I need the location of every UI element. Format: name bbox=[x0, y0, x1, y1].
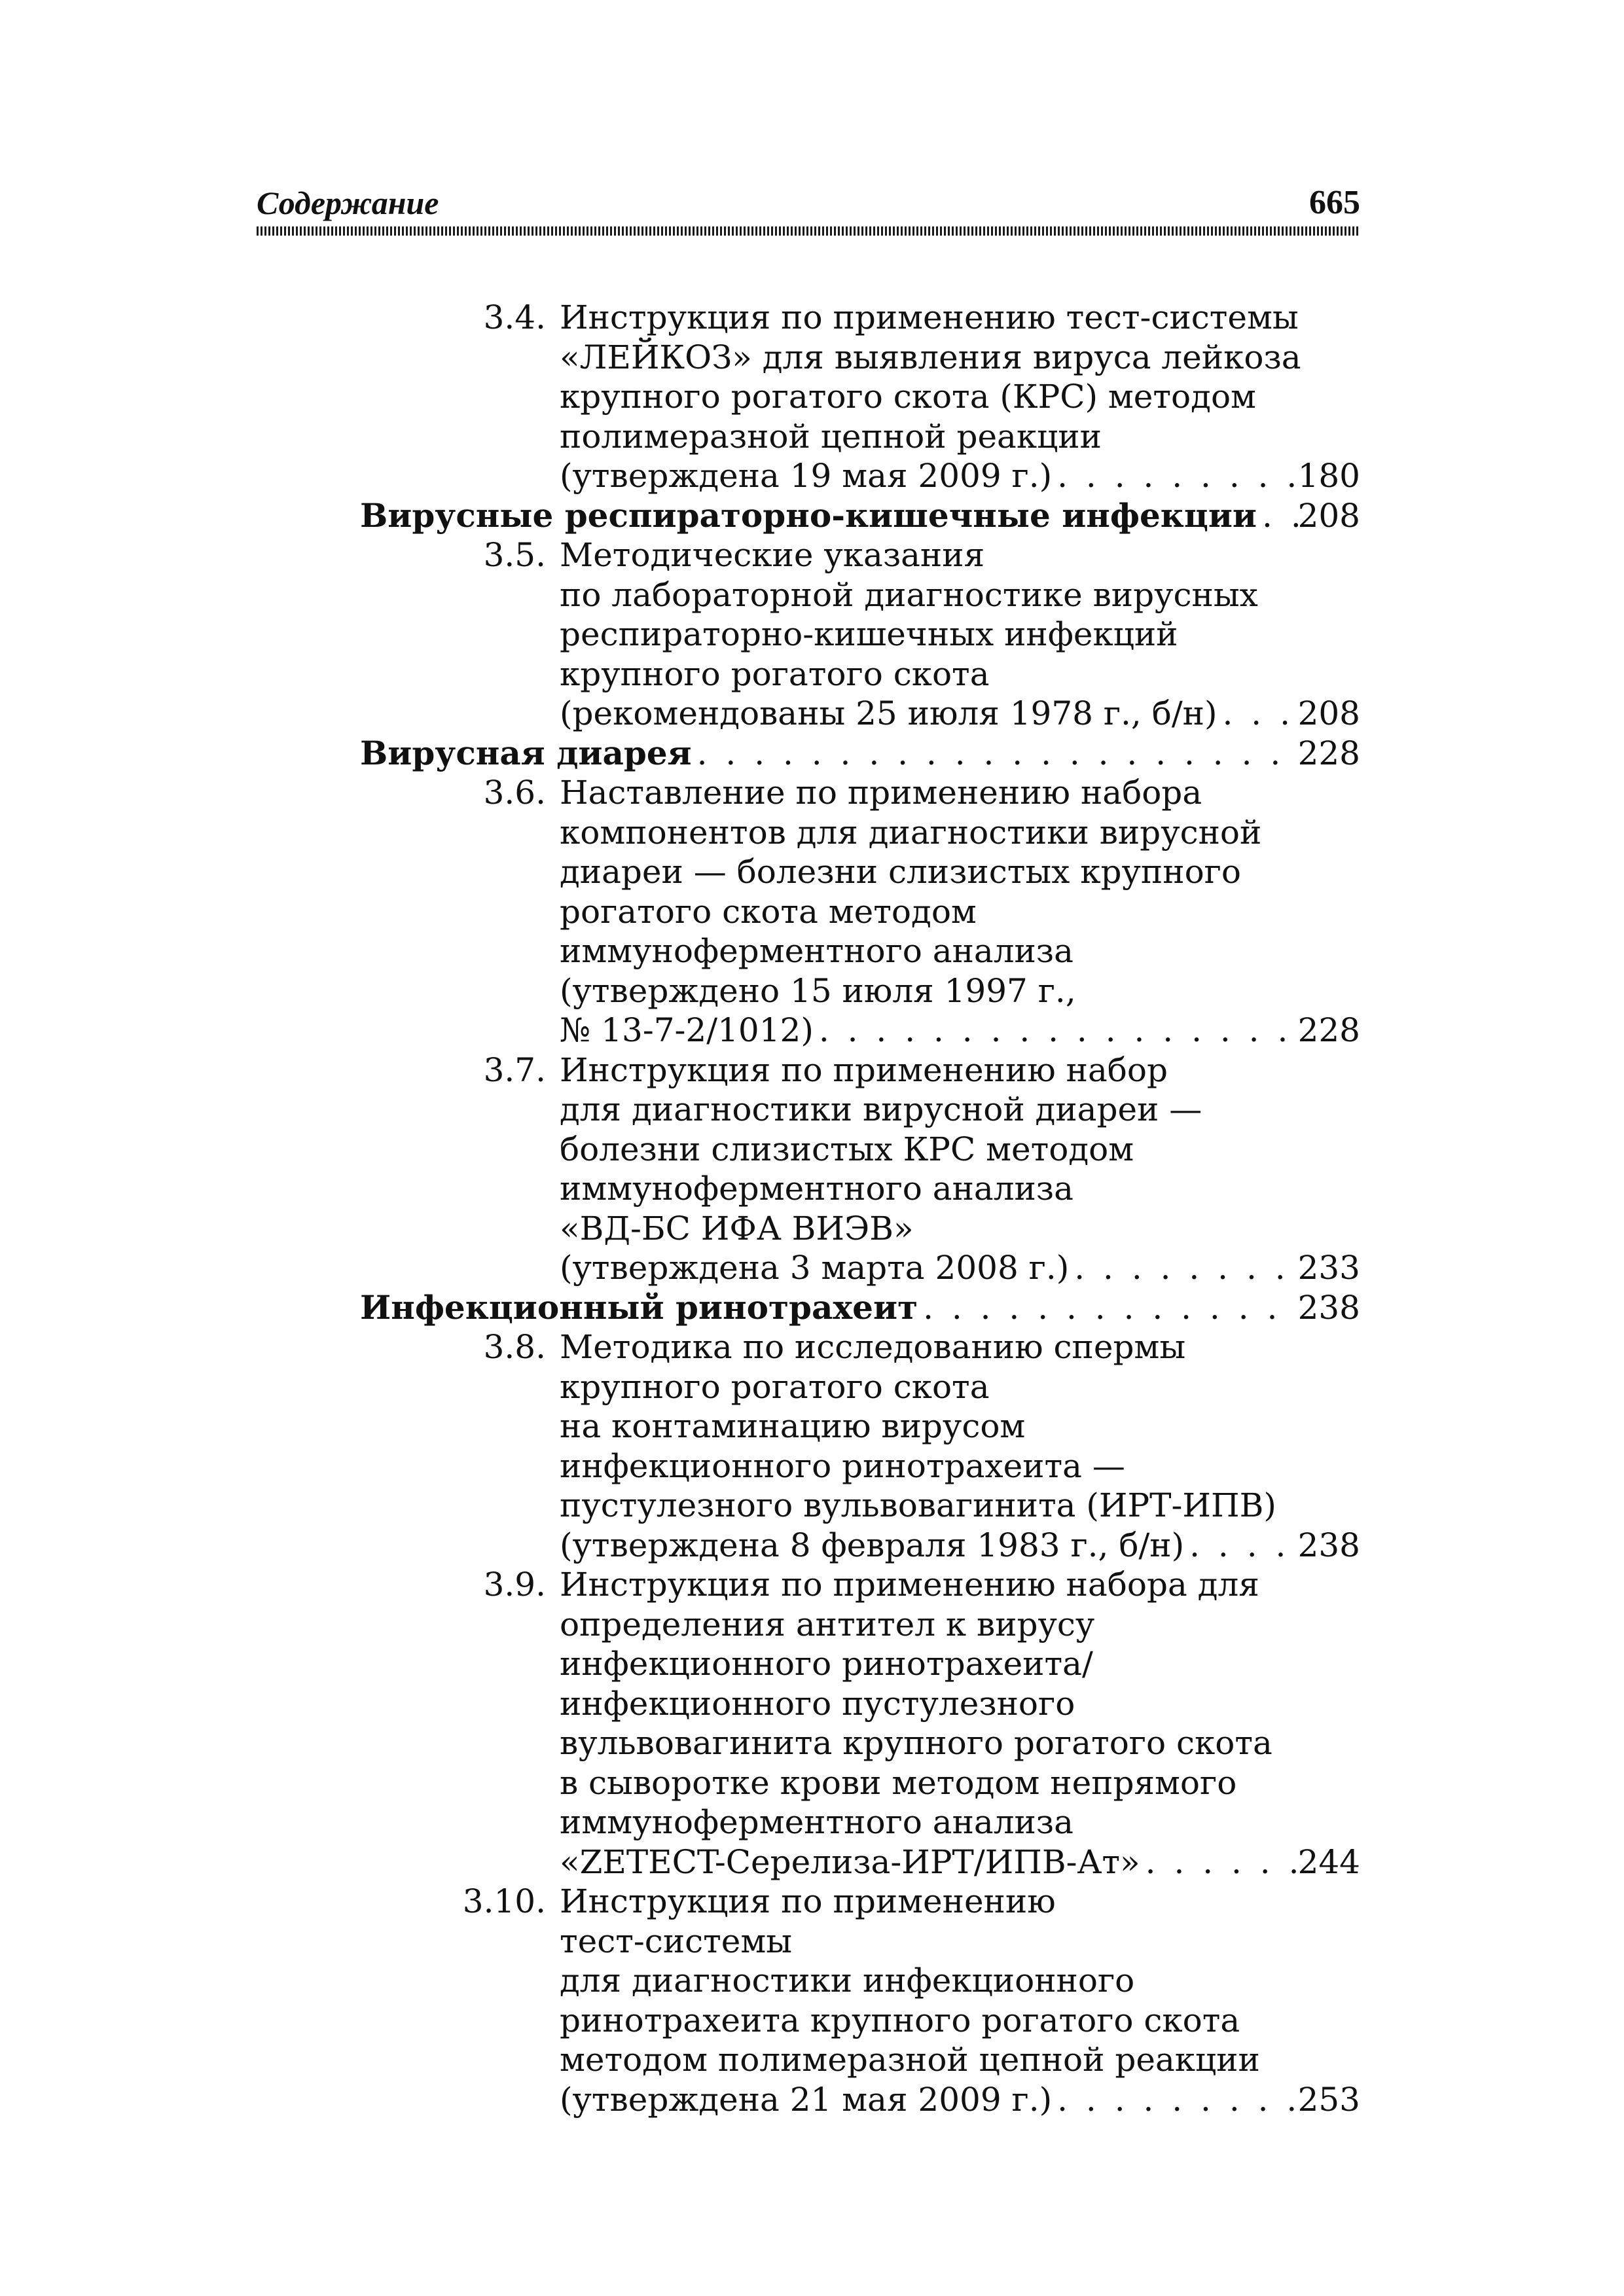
toc-line-text: болезни слизистых КРС методом bbox=[560, 1130, 1134, 1168]
toc-entry-title-line bbox=[560, 1565, 1259, 1604]
dot-leader bbox=[1069, 1248, 1297, 1287]
toc-line-text: диареи — болезни слизистых крупного bbox=[560, 853, 1241, 891]
toc-page-number: 180 bbox=[1297, 457, 1360, 495]
toc-entry-title-line bbox=[560, 377, 1256, 416]
dot-leader bbox=[1052, 456, 1297, 495]
toc-line-text: (утверждена 21 мая 2009 г.) bbox=[560, 2080, 1053, 2119]
dot-leader bbox=[1140, 1842, 1298, 1882]
running-head bbox=[257, 183, 1360, 229]
toc-line-text: «ВД-БС ИФА ВИЭВ» bbox=[560, 1209, 914, 1247]
toc-line-text: (утверждена 3 марта 2008 г.) bbox=[560, 1249, 1070, 1287]
toc-page-number: 228 bbox=[1297, 1011, 1360, 1049]
toc-line-text: крупного рогатого скота bbox=[560, 655, 990, 693]
toc-line-text: № 13-7-2/1012) bbox=[560, 1011, 814, 1049]
dot-leader bbox=[1184, 1526, 1297, 1565]
toc-entry-last-line bbox=[560, 1011, 1360, 1050]
toc-line-text: методом полимеразной цепной реакции bbox=[560, 2041, 1260, 2079]
toc-entry-title-line bbox=[560, 615, 1178, 654]
toc-entry-last-line bbox=[560, 2080, 1360, 2119]
toc-entry-title-line bbox=[560, 1961, 1134, 2000]
toc-line-text: крупного рогатого скота bbox=[560, 1367, 990, 1406]
toc-line-text: инфекционного ринотрахеита — bbox=[560, 1446, 1125, 1485]
toc-entry-title-line bbox=[560, 931, 1074, 971]
toc-entry-last-line bbox=[560, 1248, 1360, 1287]
toc-line-text: иммуноферментного анализа bbox=[560, 1803, 1074, 1841]
toc-page-number: 208 bbox=[1297, 496, 1360, 535]
page-number: 665 bbox=[1309, 184, 1360, 221]
toc-entry-number: 3.10. bbox=[462, 1882, 546, 1920]
toc-line-text: ринотрахеита крупного рогатого скота bbox=[560, 2001, 1240, 2039]
toc-line-text: на контаминацию вирусом bbox=[560, 1407, 1026, 1445]
toc-line-text: Инфекционный ринотрахеит bbox=[360, 1287, 918, 1327]
toc-entry-title-line bbox=[560, 575, 1258, 615]
toc-entry-number: 3.8. bbox=[483, 1328, 546, 1366]
toc-entry-title-line bbox=[560, 1327, 1185, 1367]
toc-entry-number: 3.6. bbox=[483, 774, 546, 812]
toc-line-text: «ZETECT-Серелиза-ИРТ/ИПВ-Ат» bbox=[560, 1842, 1140, 1881]
toc-line-text: (утверждено 15 июля 1997 г., bbox=[560, 971, 1076, 1010]
toc-page-number: 253 bbox=[1297, 2080, 1360, 2119]
toc-page-number: 233 bbox=[1297, 1249, 1360, 1287]
toc-entry-number: 3.4. bbox=[483, 298, 546, 336]
toc-entry-title-line bbox=[560, 1407, 1025, 1446]
toc-entry-title-line bbox=[560, 2001, 1240, 2040]
toc-entry-title-line bbox=[560, 971, 1076, 1011]
toc-line-text: (утверждена 19 мая 2009 г.) bbox=[560, 457, 1053, 495]
toc-entry-number: 3.7. bbox=[483, 1050, 546, 1089]
toc-line-text: «ЛЕЙКОЗ» для выявления вируса лейкоза bbox=[560, 338, 1301, 376]
toc-line-text: инфекционного пустулезного bbox=[560, 1684, 1075, 1723]
toc-entry-title-line bbox=[560, 298, 1299, 337]
toc-entry-title-line bbox=[560, 417, 1102, 456]
toc-line-text: полимеразной цепной реакции bbox=[560, 417, 1102, 456]
toc-line-text: Инструкция по применению набора для bbox=[560, 1566, 1259, 1604]
toc-line-text: Инструкция по применению тест-системы bbox=[560, 298, 1299, 336]
toc-line-text: Вирусная диарея bbox=[360, 733, 692, 772]
toc-line-text: (рекомендованы 25 июля 1978 г., б/н) bbox=[560, 694, 1218, 732]
dot-leader bbox=[1218, 694, 1298, 733]
toc-section-row bbox=[360, 734, 1360, 773]
toc-entry-title-line bbox=[560, 1050, 1168, 1090]
toc-entry-title-line bbox=[560, 1486, 1276, 1525]
toc-page-number: 238 bbox=[1297, 1526, 1360, 1564]
toc-entry-title-line bbox=[560, 1209, 914, 1248]
toc-entry-title-line bbox=[560, 1763, 1236, 1803]
toc-line-text: в сыворотке крови методом непрямого bbox=[560, 1763, 1237, 1802]
toc-entry-title-line bbox=[560, 1644, 1093, 1683]
toc-page-number: 228 bbox=[1297, 734, 1360, 772]
toc-line-text: по лабораторной диагностике вирусных bbox=[560, 575, 1258, 614]
toc-line-text: Вирусные респираторно-кишечные инфекции bbox=[360, 495, 1257, 535]
toc-line-text: для диагностики вирусной диареи — bbox=[560, 1090, 1202, 1128]
toc-entry-title-line bbox=[560, 1169, 1074, 1208]
toc-line-text: крупного рогатого скота (КРС) методом bbox=[560, 378, 1256, 416]
toc-line-text: иммуноферментного анализа bbox=[560, 932, 1074, 970]
toc-page-number: 244 bbox=[1297, 1842, 1360, 1881]
toc-line-text: респираторно-кишечных инфекций bbox=[560, 615, 1178, 653]
toc-entry-title-line bbox=[560, 535, 984, 575]
toc-line-text: иммуноферментного анализа bbox=[560, 1170, 1074, 1208]
toc-entry-title-line bbox=[560, 1090, 1202, 1129]
toc-entry-last-line bbox=[560, 456, 1360, 495]
toc-line-text: Инструкция по применению набор bbox=[560, 1050, 1168, 1089]
toc-entry-title-line bbox=[560, 1130, 1134, 1169]
toc-line-text: тест-системы bbox=[560, 1922, 793, 1960]
toc-line-text: пустулезного вульвовагинита (ИРТ-ИПВ) bbox=[560, 1486, 1276, 1524]
toc-line-text: Методические указания bbox=[560, 536, 985, 574]
toc-section-row bbox=[360, 1288, 1360, 1327]
toc-page-number: 208 bbox=[1297, 694, 1360, 732]
toc-entry-title-line bbox=[560, 1723, 1272, 1763]
toc-entry-title-line bbox=[560, 655, 990, 694]
toc-entry-title-line bbox=[560, 852, 1241, 891]
dot-leader bbox=[1257, 496, 1298, 535]
toc-entry-title-line bbox=[560, 338, 1301, 377]
dot-leader bbox=[918, 1288, 1298, 1327]
toc-entry-title-line bbox=[560, 1803, 1074, 1842]
toc-entry-title-line bbox=[560, 1922, 792, 1961]
toc-entry-number: 3.9. bbox=[483, 1566, 546, 1604]
toc-page-number: 238 bbox=[1297, 1288, 1360, 1327]
toc-line-text: компонентов для диагностики вирусной bbox=[560, 813, 1262, 852]
toc-line-text: инфекционного ринотрахеита/ bbox=[560, 1645, 1093, 1683]
toc-entry-title-line bbox=[560, 1367, 990, 1407]
toc-line-text: для диагностики инфекционного bbox=[560, 1962, 1135, 2000]
header-rule bbox=[257, 226, 1360, 236]
toc-entry-title-line bbox=[560, 1882, 1056, 1921]
toc-entry-title-line bbox=[560, 2040, 1260, 2079]
toc-entry-title-line bbox=[560, 773, 1202, 812]
running-title: Содержание bbox=[257, 185, 439, 221]
toc-line-text: рогатого скота методом bbox=[560, 892, 977, 931]
toc-line-text: вульвовагинита крупного рогатого скота bbox=[560, 1724, 1272, 1762]
toc-entry-title-line bbox=[560, 813, 1261, 852]
toc-entry-last-line bbox=[560, 1526, 1360, 1565]
toc-entry-title-line bbox=[560, 1605, 1094, 1644]
toc-line-text: Инструкция по применению bbox=[560, 1882, 1056, 1920]
toc-entry-title-line bbox=[560, 1446, 1125, 1486]
dot-leader bbox=[692, 734, 1298, 773]
toc-line-text: определения антител к вирусу bbox=[560, 1605, 1095, 1643]
toc-entry-title-line bbox=[560, 1684, 1075, 1723]
toc-entry-last-line bbox=[560, 1842, 1360, 1882]
toc-line-text: Методика по исследованию спермы bbox=[560, 1328, 1186, 1366]
dot-leader bbox=[1052, 2080, 1297, 2119]
toc-line-text: Наставление по применению набора bbox=[560, 774, 1202, 812]
toc-section-row bbox=[360, 496, 1360, 535]
toc-entry-title-line bbox=[560, 892, 977, 931]
dot-leader bbox=[814, 1011, 1298, 1050]
toc-entry-last-line bbox=[560, 694, 1360, 733]
toc-entry-number: 3.5. bbox=[483, 536, 546, 574]
toc-line-text: (утверждена 8 февраля 1983 г., б/н) bbox=[560, 1526, 1185, 1564]
